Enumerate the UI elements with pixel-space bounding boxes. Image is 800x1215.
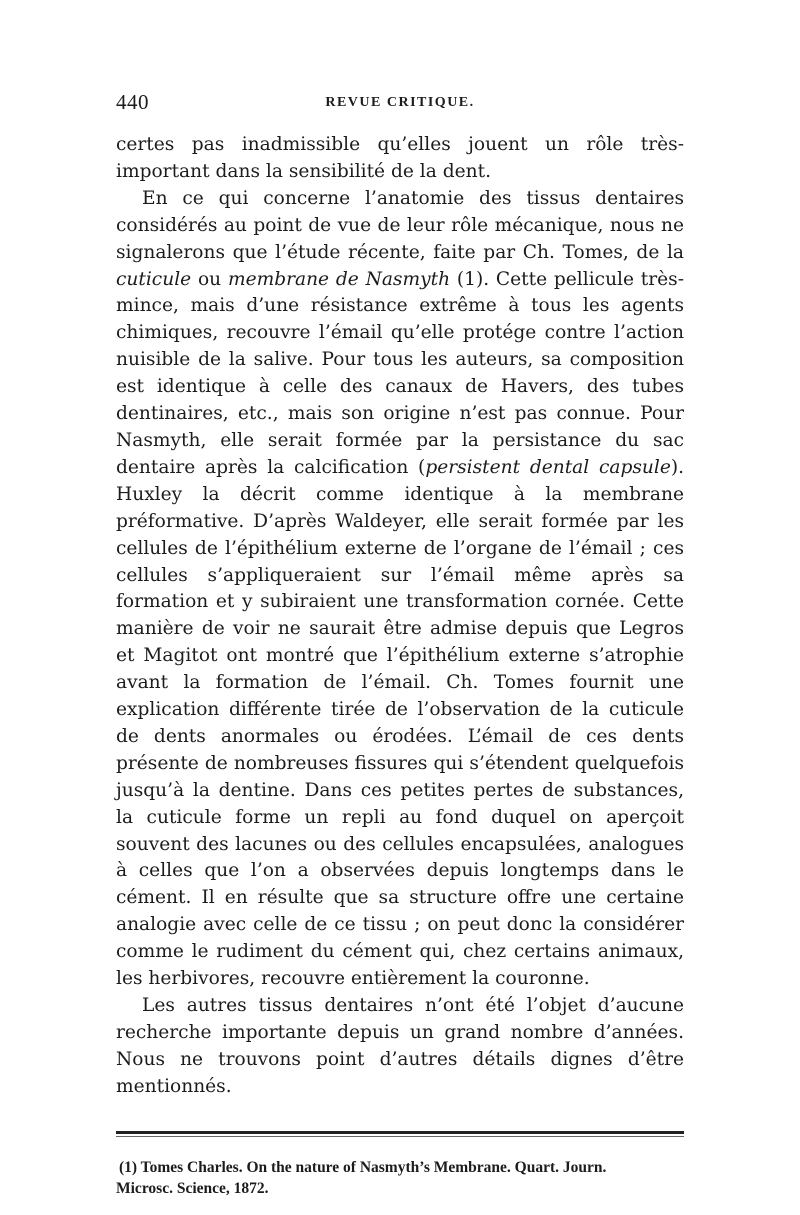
- paragraph-1: certes pas inadmissible qu’elles jouent un rôle très-important dans la sensibilité de la dent.: [116, 134, 684, 182]
- footnote-separator: [116, 1131, 684, 1141]
- italic-cuticule: cuticule: [116, 268, 192, 290]
- book-page: [116, 90, 684, 1199]
- separator-thin-rule: [116, 1136, 684, 1137]
- page-number: 440: [116, 90, 149, 114]
- footnote-line-2: Microsc. Science, 1872.: [116, 1179, 269, 1197]
- paragraph-2-part-d: ). Huxley la décrit comme identique à la membrane préformative. D’après Waldeyer, elle serait formée par les cellules de l’épithélium externe de l’organe de l’émail ; ces cellules s’appliqueraient sur l’émail même après sa formation et y subiraient une transformation cornée. Cette manière de voir ne saurait être admise depuis que Legros et Magitot ont montré que l’épithélium externe s’atrophie avant la formation de l’émail. Ch. Tomes fournit une explication différente tirée de l’observation de la cuticule de dents anormales ou érodées. L’émail de ces dents présente de nombreuses fissures qui s’étendent quelquefois jusqu’à la dentine. Dans ces petites pertes de substances, la cuticule forme un repli au fond duquel on aperçoit souvent des lacunes ou des cellules encapsulées, analogues à celles que l’on a observées depuis longtemps dans le cément. Il en résulte que sa structure offre une certaine analogie avec celle de ce tissu ; on peut donc la considérer comme le rudiment du cément qui, chez certains animaux, les herbivores, recouvre entièrement la couronne.: [116, 456, 684, 990]
- running-head: REVUE CRITIQUE.: [325, 95, 475, 110]
- paragraph-2: [116, 186, 684, 993]
- paragraph-2-part-c: (1). Cette pellicule très-mince, mais d’une résistance extrême à tous les agents chimiques, recouvre l’émail qu’elle protége contre l’action nuisible de la salive. Pour tous les auteurs, sa composition est identique à celle des canaux de Havers, des tubes dentinaires, etc., mais son origine n’est pas connue. Pour Nasmyth, elle serait formée par la persistance du sac dentaire après la calcification (: [116, 268, 684, 478]
- footnote: [116, 1157, 684, 1199]
- paragraph-2-part-b: ou: [191, 268, 228, 290]
- page-header: [116, 90, 684, 114]
- paragraph-3: Les autres tissus dentaires n’ont été l’objet d’aucune recherche importante depuis un grand nombre d’années. Nous ne trouvons point d’autres détails dignes d’être mentionnés.: [116, 995, 684, 1097]
- italic-membrane-de-nasmyth: membrane de Nasmyth: [227, 268, 451, 290]
- separator-thick-rule: [116, 1131, 684, 1134]
- footnote-line-1: (1) Tomes Charles. On the nature of Nasmyth’s Membrane. Quart. Journ.: [119, 1158, 607, 1176]
- italic-persistent-dental-capsule: persistent dental capsule: [425, 456, 671, 478]
- body-text: [116, 132, 684, 1101]
- paragraph-2-part-a: En ce qui concerne l’anatomie des tissus dentaires considérés au point de vue de leur rôle mécanique, nous ne signalerons que l’étude récente, faite par Ch. Tomes, de la: [116, 187, 684, 263]
